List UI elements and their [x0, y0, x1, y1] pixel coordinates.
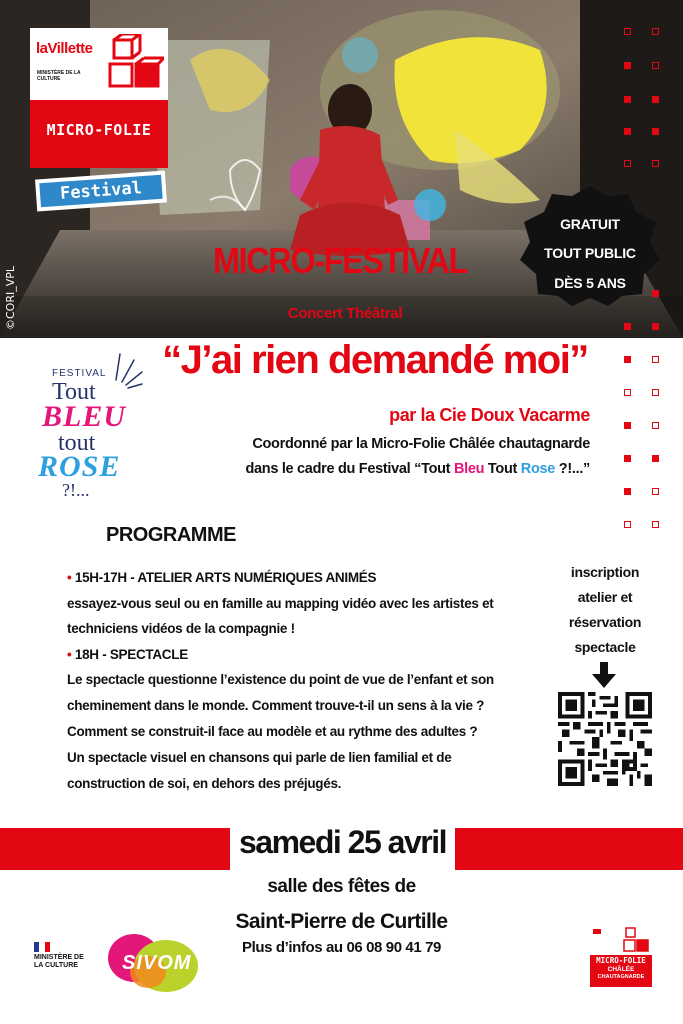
badge-tout-public: TOUT PUBLIC: [544, 245, 636, 261]
inscription-line: réservation: [568, 614, 642, 630]
square: [652, 96, 659, 103]
square: [624, 96, 631, 103]
inscription-line: spectacle: [574, 639, 636, 655]
programme-item-2-line: Comment se construit-il face au modèle et au rythme des adultes ?: [67, 724, 478, 739]
lavillette-wordmark: laVillette: [36, 40, 93, 57]
tbt-bleu-label: BLEU: [42, 400, 127, 433]
micro-festival-title: MICRO-FESTIVAL: [212, 240, 468, 281]
tbt-tout-label: Tout: [52, 379, 96, 405]
arrow-down-icon: [592, 662, 616, 688]
programme-item-2-line: cheminement dans le monde. Comment trouve-t-il un sens à la vie ?: [67, 698, 485, 713]
company-line: par la Cie Doux Vacarme: [389, 405, 590, 425]
ministere-footer-label: MINISTÈRE DE LA CULTURE: [34, 954, 84, 969]
context-bleu: Bleu: [453, 461, 485, 477]
festival-tag-label: Festival: [39, 175, 162, 207]
concert-subtitle: Concert Théâtral: [287, 305, 403, 322]
sivom-logo: [104, 928, 200, 998]
sparkle-lines-icon: [110, 350, 144, 390]
bullet-icon: •: [67, 570, 75, 585]
programme-item-2-title: [67, 647, 527, 662]
square: [652, 128, 659, 135]
programme-item-2-line: Un spectacle visuel en chansons qui parle de lien familial et de: [67, 750, 452, 765]
square: [652, 422, 659, 429]
date-band-right: [455, 828, 683, 870]
square: [624, 323, 631, 330]
programme-item-2-line: Le spectacle questionne l’existence du point de vue de l’enfant et son: [67, 672, 494, 687]
festival-context-line: [170, 461, 590, 477]
sivom-label: SIVOM: [122, 952, 192, 974]
tbt-festival-label: FESTIVAL: [52, 368, 107, 379]
mf-small-name: MICRO-FOLIE: [596, 956, 646, 965]
ministere-label: MINISTÈRE DE LA CULTURE: [37, 70, 81, 82]
context-text: dans le cadre du Festival “Tout: [245, 461, 454, 477]
square: [624, 488, 631, 495]
event-date: samedi 25 avril: [239, 824, 446, 860]
programme-item-2-line: construction de soi, en dehors des préjugés.: [67, 776, 342, 791]
square: [652, 28, 659, 35]
micro-folie-chalee-logo: [590, 925, 652, 987]
cubes-small-icon: [590, 925, 652, 955]
square: [652, 356, 659, 363]
square: [652, 323, 659, 330]
venue-town: Saint-Pierre de Curtille: [235, 910, 448, 933]
badge-gratuit: GRATUIT: [560, 216, 620, 232]
square: [624, 128, 631, 135]
info-phone: Plus d’infos au 06 08 90 41 79: [242, 939, 441, 956]
square: [652, 62, 659, 69]
show-title: “J’ai rien demandé moi”: [162, 338, 588, 382]
item-2-title-text: 18H - SPECTACLE: [74, 647, 188, 662]
square: [652, 160, 659, 167]
context-text-3: ?!...”: [555, 461, 590, 477]
square: [624, 356, 631, 363]
square: [652, 488, 659, 495]
square: [652, 389, 659, 396]
inscription-block: [550, 560, 660, 660]
programme-item-1-line: essayez-vous seul ou en famille au mapping vidéo avec les artistes et: [67, 596, 494, 611]
venue-line: salle des fêtes de: [267, 876, 416, 897]
photo-credit: ©CORI_VPL: [4, 265, 17, 330]
free-badge: [520, 186, 660, 306]
date-band-left: [0, 828, 230, 870]
square: [624, 62, 631, 69]
french-flag-icon: [34, 942, 50, 952]
square: [624, 422, 631, 429]
micro-folie-logo: [30, 28, 168, 168]
item-1-title-text: 15H-17H - ATELIER ARTS NUMÉRIQUES ANIMÉS: [74, 570, 377, 585]
coordination-line: Coordonné par la Micro-Folie Châlée chautagnarde: [252, 436, 590, 452]
tbt-mark-label: ?!...: [62, 480, 90, 500]
mf-small-place: CHÂLÉE: [607, 966, 635, 973]
programme-heading: PROGRAMME: [106, 524, 236, 546]
tbt-tout-label-2: tout: [58, 430, 96, 456]
tout-bleu-tout-rose-logo: [32, 350, 142, 500]
square: [652, 455, 659, 462]
square: [624, 160, 631, 167]
bullet-icon: •: [67, 647, 75, 662]
programme-item-1-line: techniciens vidéos de la compagnie !: [67, 621, 295, 636]
context-rose: Rose: [520, 461, 556, 477]
ministere-culture-logo: [34, 942, 104, 982]
square: [624, 389, 631, 396]
square: [652, 290, 659, 297]
micro-folie-label: MICRO-FOLIE: [46, 121, 152, 139]
qr-code-icon[interactable]: [558, 692, 652, 786]
mf-small-place-2: CHAUTAGNARDE: [597, 974, 645, 980]
square: [624, 28, 631, 35]
programme-item-1-title: [67, 570, 527, 585]
square: [624, 521, 631, 528]
tbt-rose-label: ROSE: [38, 450, 121, 483]
inscription-line: inscription: [570, 564, 640, 580]
square: [652, 521, 659, 528]
square: [624, 455, 631, 462]
badge-age: DÈS 5 ANS: [554, 275, 626, 291]
context-text-2: Tout: [484, 461, 521, 477]
cubes-icon: [108, 34, 164, 96]
inscription-line: atelier et: [577, 589, 633, 605]
